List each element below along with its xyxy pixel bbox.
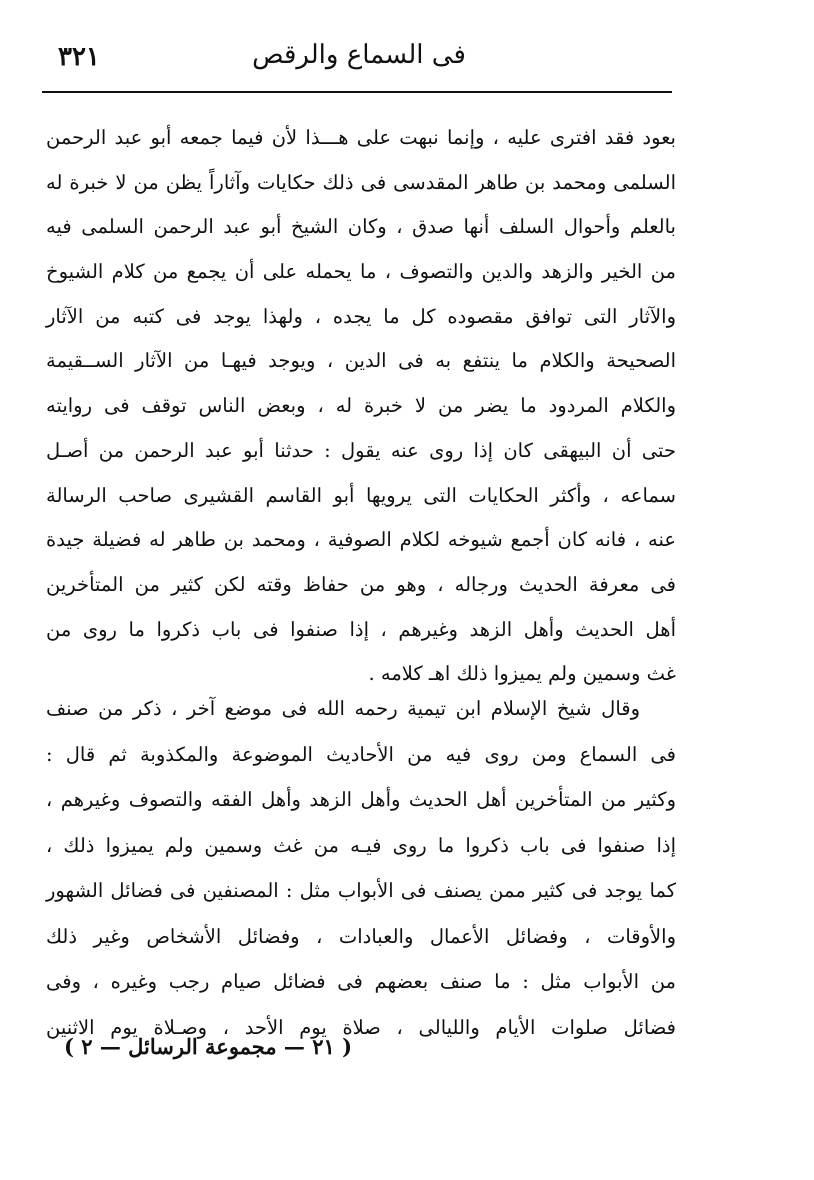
text-line: وكثير من المتأخرين أهل الحديث وأهل الزهد وأهل الفقه والتصوف وغيرهم ، bbox=[46, 788, 676, 811]
body-paragraph-2 bbox=[46, 686, 676, 1050]
text-line: السلمى ومحمد بن طاهر المقدسى فى ذلك حكايات وآثاراً يظن من لا خبرة له bbox=[46, 170, 676, 194]
text-line: فضائل صلوات الأيام والليالى ، صلاة يوم الأحد ، وصـلاة يوم الاثنين bbox=[46, 1015, 676, 1039]
text-line: بعود فقد افترى عليه ، وإنما نبهت على هـــذا لأن فيما جمعه أبو عبد الرحمن bbox=[46, 126, 676, 149]
text-line: والكلام المردود ما يضر من لا خبرة له ، وبعض الناس توقف فى روايته bbox=[46, 394, 676, 418]
text-line: إذا صنفوا فى باب ذكروا ما روى فيـه من غث وسمين ولم يميزوا ذلك ، bbox=[46, 833, 676, 857]
page-number: ٣٢١ bbox=[58, 42, 100, 72]
signature-mark: ( ٢١ — مجموعة الرسائل — ٢ ) bbox=[64, 1034, 353, 1059]
text-line: فى السماع ومن روى فيه من الأحاديث الموضوعة والمكذوبة ثم قال : bbox=[46, 742, 676, 766]
text-line: والأوقات ، وفضائل الأعمال والعبادات ، وفضائل الأشخاص وغير ذلك bbox=[46, 924, 676, 948]
text-line: فى معرفة الحديث ورجاله ، وهو من حفاظ وقته لكن كثير من المتأخرين bbox=[46, 572, 676, 596]
text-line: وقال شيخ الإسلام ابن تيمية رحمه الله فى موضع آخر ، ذكر من صنف bbox=[46, 697, 640, 720]
text-line: كما يوجد فى كثير ممن يصنف فى الأبواب مثل : المصنفين فى فضائل الشهور bbox=[46, 879, 676, 902]
text-line: أهل الحديث وأهل الزهد وغيرهم ، إذا صنفوا فى باب ذكروا ما روى من bbox=[46, 617, 676, 641]
text-line: بالعلم وأحوال السلف أنها صدق ، وكان الشيخ أبو عبد الرحمن السلمى فيه bbox=[46, 215, 676, 239]
text-line: حتى أن البيهقى كان إذا روى عنه يقول : حدثنا أبو عبد الرحمن من أصـل bbox=[46, 438, 676, 462]
running-title: فى السماع والرقص bbox=[252, 40, 466, 70]
body-paragraph-1 bbox=[46, 116, 676, 697]
text-line: الصحيحة والكلام ما ينتفع به فى الدين ، ويوجد فيهـا من الآثار الســقيمة bbox=[46, 349, 676, 373]
text-line: والآثار التى توافق مقصوده كل ما يجده ، ولهذا يوجد فى كتبه من الآثار bbox=[46, 304, 676, 328]
text-line: عنه ، فانه كان أجمع شيوخه لكلام الصوفية ، ومحمد بن طاهر له فضيلة جيدة bbox=[46, 528, 676, 552]
page-header bbox=[40, 36, 678, 88]
header-rule bbox=[42, 91, 672, 93]
text-line: من الأبواب مثل : ما صنف بعضهم فى فضائل صيام رجب وغيره ، وفى bbox=[46, 970, 676, 993]
text-line: غث وسمين ولم يميزوا ذلك اهـ كلامه . bbox=[368, 662, 676, 686]
text-line: من الخير والزهد والدين والتصوف ، ما يحمله على أن يجمع من كلام الشيوخ bbox=[46, 260, 676, 284]
text-line: سماعه ، وأكثر الحكايات التى يرويها أبو القاسم القشيرى صاحب الرسالة bbox=[46, 483, 676, 507]
